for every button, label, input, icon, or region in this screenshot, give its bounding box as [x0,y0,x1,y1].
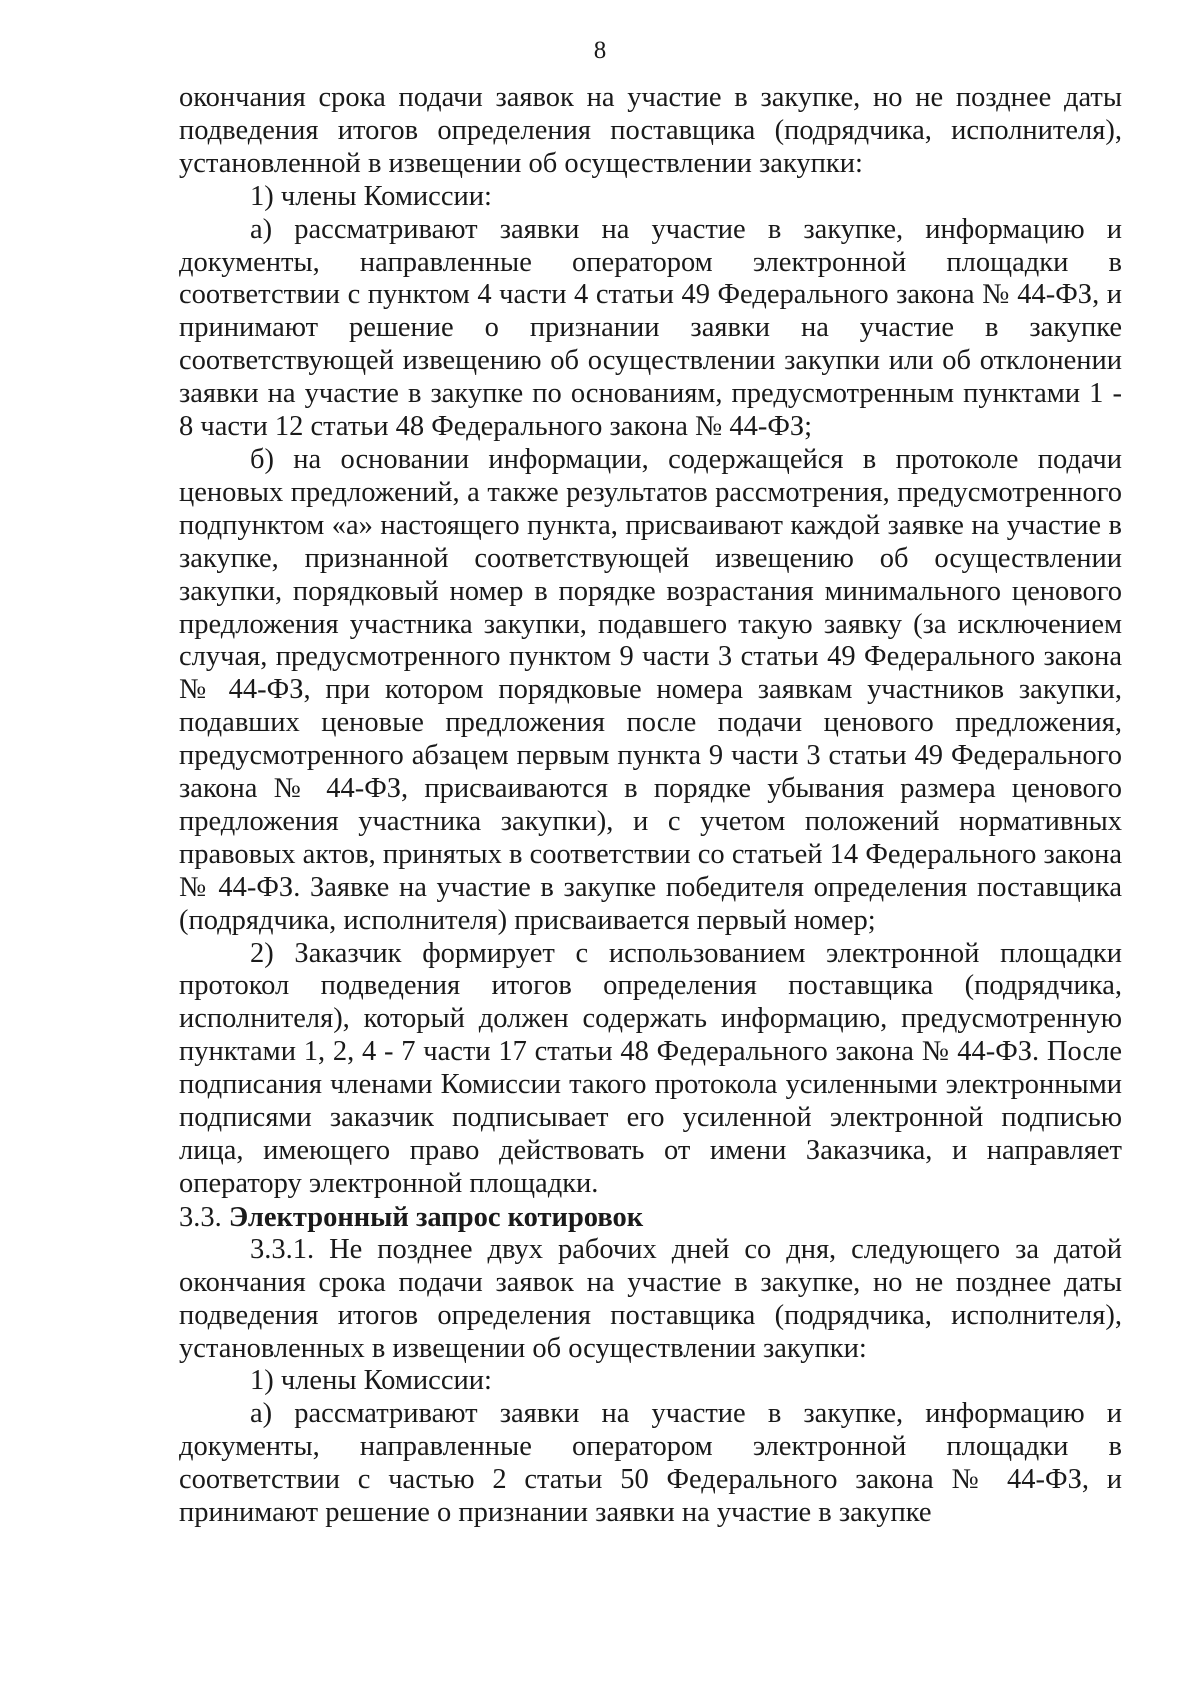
paragraph-item-1-commission: 1) члены Комиссии: [250,180,492,212]
section-title: Электронный запрос котировок [228,1201,644,1233]
section-number: 3.3. [179,1201,222,1233]
paragraph-item-2-customer: 2) Заказчик формирует с использованием электронной площадки протокол подведения итогов определения поставщика (подрядчика, исполнителя), который должен содержать информацию, предусмотренную пунктами 1, 2, 4 - 7 части 17 статьи 48 Федерального закона № 44-ФЗ. После подписания членами Комиссии такого протокола усиленными электронными подписями заказчик подписывает его усиленной электронной подписью лица, имеющего право действовать от имени Заказчика, и направляет оператору электронной площадки. [179,937,1122,1199]
paragraph-subitem-b: б) на основании информации, содержащейся в протоколе подачи ценовых предложений, а также результатов рассмотрения, предусмотренного подпунктом «а» настоящего пункта, присваивают каждой заявке на участие в закупке, признанной соответствующей извещению об осуществлении закупки, порядковый номер в порядке возрастания минимального ценового предложения участника закупки, подавшего такую заявку (за исключением случая, предусмотренного пунктом 9 части 3 статьи 49 Федерального закона № 44-ФЗ, при котором порядковые номера заявкам участников закупки, подавших ценовые предложения после подачи ценового предложения, предусмотренного абзацем первым пункта 9 части 3 статьи 49 Федерального закона № 44-ФЗ, присваиваются в порядке убывания размера ценового предложения участника закупки), и с учетом положений нормативных правовых актов, принятых в соответствии со статьей 14 Федерального закона № 44-ФЗ. Заявке на участие в закупке победителя определения поставщика (подрядчика, исполнителя) присваивается первый номер; [179,443,1122,936]
page-number: 8 [593,37,607,64]
paragraph-continuation: окончания срока подачи заявок на участие в закупке, но не позднее даты подведения итогов определения поставщика (подрядчика, исполнителя), установленной в извещении об осуществлении закупки: [179,82,1122,179]
paragraph-3-3-1-subitem-a: а) рассматривают заявки на участие в закупке, информацию и документы, направленные оператором электронной площадки в соответствии с частью 2 статьи 50 Федерального закона № 44-ФЗ, и принимают решение о признании заявки на участие в закупке [179,1398,1122,1529]
paragraph-3-3-1-item-1: 1) члены Комиссии: [250,1365,492,1397]
paragraph-3-3-1: 3.3.1. Не позднее двух рабочих дней со дня, следующего за датой окончания срока подачи заявок на участие в закупке, но не позднее даты подведения итогов определения поставщика (подрядчика, исполнителя), установленных в извещении об осуществлении закупки: [179,1233,1122,1364]
paragraph-subitem-a: а) рассматривают заявки на участие в закупке, информацию и документы, направленные оператором электронной площадки в соответствии с пунктом 4 части 4 статьи 49 Федерального закона № 44-ФЗ, и принимают решение о признании заявки на участие в закупке соответствующей извещению об осуществлении закупки или об отклонении заявки на участие в закупке по основаниям, предусмотренным пунктами 1 - 8 части 12 статьи 48 Федерального закона № 44-ФЗ; [179,213,1122,443]
document-body [179,82,1122,1530]
section-heading [179,1201,1122,1234]
